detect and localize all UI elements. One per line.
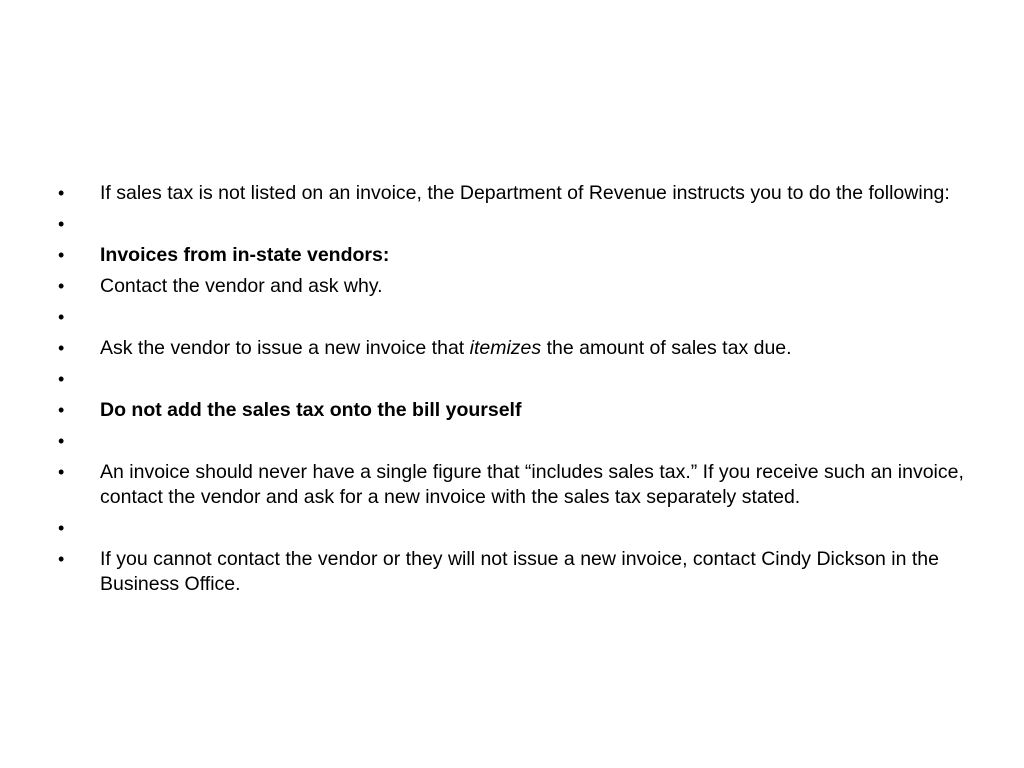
bullet-text: An invoice should never have a single figure that “includes sales tax.” If you receive such an invoice, contact the vendor and ask for a new invoice with the sales tax separately stated. — [100, 461, 964, 508]
bullet-item-do-not-add-tax — [58, 398, 978, 423]
bullet-item-single-figure — [58, 460, 978, 510]
bullet-marker: • — [58, 183, 65, 203]
bullet-text-start: Ask the vendor to issue a new invoice that — [100, 337, 470, 359]
bullet-text-bold: Do not add the sales tax onto the bill yourself — [100, 399, 522, 421]
bullet-marker: • — [58, 369, 65, 389]
bullet-item-new-invoice — [58, 336, 978, 361]
bullet-item-instructions — [58, 181, 978, 206]
bullet-item-empty — [58, 367, 978, 392]
bullet-marker: • — [58, 276, 65, 296]
bullet-marker: • — [58, 431, 65, 451]
bullet-item-empty — [58, 305, 978, 330]
bullet-marker: • — [58, 518, 65, 538]
bullet-text: Contact the vendor and ask why. — [100, 275, 383, 297]
bullet-text: If you cannot contact the vendor or they will not issue a new invoice, contact Cindy Dickson in the Business Office. — [100, 548, 939, 595]
bullet-text-end: the amount of sales tax due. — [541, 337, 792, 359]
bullet-item-empty — [58, 212, 978, 237]
bullet-marker: • — [58, 338, 65, 358]
bullet-list — [58, 181, 978, 603]
bullet-marker: • — [58, 214, 65, 234]
bullet-item-business-office — [58, 547, 978, 597]
bullet-marker: • — [58, 549, 65, 569]
bullet-item-empty — [58, 429, 978, 454]
bullet-item-empty — [58, 516, 978, 541]
bullet-text: If sales tax is not listed on an invoice, the Department of Revenue instructs you to do the following: — [100, 182, 950, 204]
bullet-item-contact-vendor — [58, 274, 978, 299]
bullet-marker: • — [58, 245, 65, 265]
bullet-text-italic: itemizes — [469, 337, 542, 359]
bullet-marker: • — [58, 462, 65, 482]
bullet-item-in-state-heading — [58, 243, 978, 268]
bullet-marker: • — [58, 400, 65, 420]
bullet-marker: • — [58, 307, 65, 327]
bullet-text-bold: Invoices from in-state vendors: — [100, 244, 390, 266]
